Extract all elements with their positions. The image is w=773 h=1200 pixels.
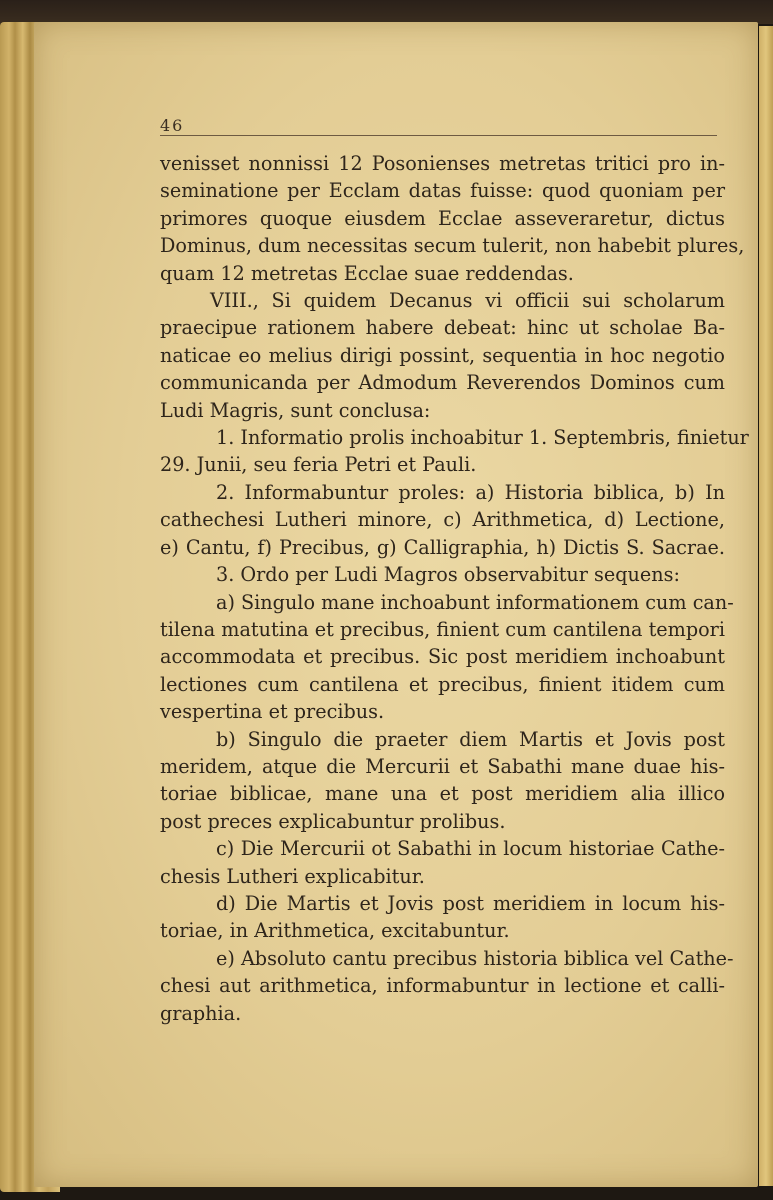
text-line: c) Die Mercurii ot Sabathi in locum historiae Cathe- bbox=[216, 837, 725, 861]
text-line: post preces explicabuntur prolibus. bbox=[160, 809, 506, 833]
page-right-edge bbox=[759, 26, 773, 1186]
page-number: 46 bbox=[160, 116, 185, 135]
paragraph-item-2 bbox=[160, 479, 725, 561]
text-line: 29. Junii, seu feria Petri et Pauli. bbox=[160, 453, 477, 477]
text-line: praecipue rationem habere debeat: hinc ut scholae Ba- bbox=[160, 316, 725, 340]
text-line: seminatione per Ecclam datas fuisse: quod quoniam per bbox=[160, 179, 725, 203]
paragraph-continuation bbox=[160, 150, 745, 287]
text-line: VIII., Si quidem Decanus vi officii sui scholarum bbox=[210, 289, 725, 313]
text-line: venisset nonnissi 12 Posonienses metretas tritici pro in- bbox=[160, 152, 725, 175]
text-line: vespertina et precibus. bbox=[160, 700, 385, 724]
text-line: toriae biblicae, mane una et post meridiem alia illico bbox=[160, 782, 725, 806]
paragraph-item-3b bbox=[160, 726, 725, 836]
header-rule bbox=[160, 135, 717, 136]
text-line: Ludi Magris, sunt conclusa: bbox=[160, 398, 431, 422]
paragraph-item-3e bbox=[160, 945, 734, 1027]
text-line: quam 12 metretas Ecclae suae reddendas. bbox=[160, 261, 574, 285]
book-top-edge bbox=[0, 0, 773, 24]
paragraph-item-3c bbox=[160, 835, 725, 890]
text-line: e) Cantu, f) Precibus, g) Calligraphia, h) Dictis S. Sacrae. bbox=[160, 535, 725, 559]
text-line: cathechesi Lutheri minore, c) Arithmetica, d) Lectione, bbox=[160, 508, 725, 532]
text-line: a) Singulo mane inchoabunt informationem cum can- bbox=[216, 590, 734, 614]
text-line: chesi aut arithmetica, informabuntur in lectione et calli- bbox=[160, 974, 725, 998]
paragraph-item-3a bbox=[160, 589, 734, 726]
text-line: lectiones cum cantilena et precibus, finient itidem cum bbox=[160, 672, 725, 696]
text-line: b) Singulo die praeter diem Martis et Jovis post bbox=[216, 727, 725, 751]
text-line: 3. Ordo per Ludi Magros observabitur sequens: bbox=[216, 563, 680, 587]
text-line: communicanda per Admodum Reverendos Dominos cum bbox=[160, 371, 725, 395]
text-line: tilena matutina et precibus, finient cum cantilena tempori bbox=[160, 617, 725, 641]
text-line: e) Absoluto cantu precibus historia biblica vel Cathe- bbox=[216, 946, 734, 970]
text-line: Dominus, dum necessitas secum tulerit, non habebit plures, bbox=[160, 234, 745, 258]
text-line: naticae eo melius dirigi possint, sequentia in hoc negotio bbox=[160, 343, 725, 367]
text-line: chesis Lutheri explicabitur. bbox=[160, 864, 425, 888]
text-line: accommodata et precibus. Sic post meridiem inchoabunt bbox=[160, 645, 725, 669]
text-line: 2. Informabuntur proles: a) Historia biblica, b) In bbox=[216, 480, 725, 504]
paragraph-item-3 bbox=[160, 561, 725, 588]
paragraph-item-3d bbox=[160, 890, 725, 945]
text-line: toriae, in Arithmetica, excitabuntur. bbox=[160, 919, 510, 943]
body-text bbox=[160, 150, 749, 1027]
paragraph-item-1 bbox=[160, 424, 749, 479]
text-line: graphia. bbox=[160, 1001, 242, 1025]
text-line: 1. Informatio prolis inchoabitur 1. Septembris, finietur bbox=[216, 426, 749, 450]
text-line: primores quoque eiusdem Ecclae asseveraretur, dictus bbox=[160, 206, 725, 230]
text-line: meridem, atque die Mercurii et Sabathi mane duae his- bbox=[160, 754, 725, 778]
paragraph-viii bbox=[160, 287, 725, 424]
text-line: d) Die Martis et Jovis post meridiem in locum his- bbox=[216, 891, 725, 915]
